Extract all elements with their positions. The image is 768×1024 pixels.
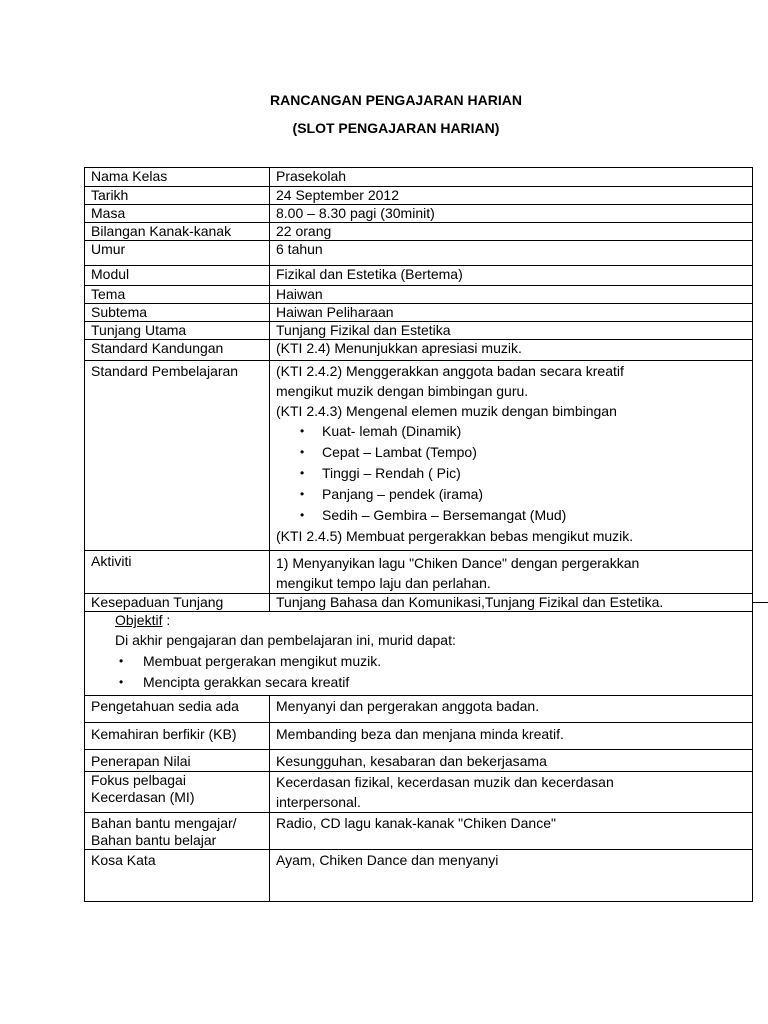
- bullet-icon: •: [300, 487, 305, 501]
- objektif-intro: Di akhir pengajaran dan pembelajaran ini, murid dapat:: [115, 632, 456, 648]
- std-pemb-line-4: (KTI 2.4.5) Membuat pergerakkan bebas mengikut muzik.: [276, 528, 634, 544]
- value-aktiviti: [270, 551, 753, 594]
- std-pemb-bullet-3: Tinggi – Rendah ( Pic): [322, 465, 461, 481]
- value-tema: Haiwan: [270, 286, 753, 304]
- label-tunjang-utama: Tunjang Utama: [85, 322, 270, 340]
- value-bahan: Radio, CD lagu kanak-kanak "Chiken Dance": [270, 813, 753, 850]
- row-modul: [85, 266, 753, 286]
- label-kemahiran: Kemahiran berfikir (KB): [85, 723, 270, 750]
- row-objektif: [85, 612, 753, 696]
- row-kemahiran: [85, 723, 753, 750]
- value-modul: Fizikal dan Estetika (Bertema): [270, 266, 753, 286]
- bahan-label-2: Bahan bantu belajar: [91, 832, 217, 848]
- value-subtema: Haiwan Peliharaan: [270, 304, 753, 322]
- bullet-icon: •: [300, 445, 305, 459]
- aktiviti-line-1: 1) Menyanyikan lagu "Chiken Dance" dengan pergerakkan: [276, 555, 640, 571]
- bullet-icon: •: [119, 654, 124, 668]
- row-subtema: [85, 304, 753, 322]
- list-item: [276, 463, 746, 484]
- label-tarikh: Tarikh: [85, 187, 270, 205]
- fokus-value-1: Kecerdasan fizikal, kecerdasan muzik dan kecerdasan: [276, 774, 614, 790]
- label-aktiviti: Aktiviti: [85, 551, 270, 594]
- value-bilangan: 22 orang: [270, 223, 753, 241]
- list-item: [276, 421, 746, 442]
- value-nilai: Kesungguhan, kesabaran dan bekerjasama: [270, 750, 753, 772]
- value-kosa-kata: Ayam, Chiken Dance dan menyanyi: [270, 850, 753, 902]
- value-standard-pembelajaran: [270, 361, 753, 551]
- aktiviti-line-2: mengikut tempo laju dan perlahan.: [276, 575, 491, 591]
- bullet-icon: •: [300, 424, 305, 438]
- label-bahan: [85, 813, 270, 850]
- bullet-icon: •: [300, 466, 305, 480]
- row-masa: [85, 205, 753, 223]
- row-umur: [85, 241, 753, 266]
- document-title: RANCANGAN PENGAJARAN HARIAN: [269, 92, 522, 108]
- bullet-icon: •: [119, 675, 124, 689]
- value-fokus: [270, 772, 753, 813]
- value-nama-kelas: Prasekolah: [270, 168, 753, 187]
- std-pemb-line-2: mengikut muzik dengan bimbingan guru.: [276, 383, 529, 399]
- label-kesepaduan: Kesepaduan Tunjang: [85, 594, 270, 612]
- document-subtitle: (SLOT PENGAJARAN HARIAN): [292, 120, 500, 136]
- value-pengetahuan: Menyanyi dan pergerakan anggota badan.: [270, 696, 753, 723]
- fokus-label-1: Fokus pelbagai: [91, 772, 186, 788]
- value-tunjang-utama: Tunjang Fizikal dan Estetika: [270, 322, 753, 340]
- fokus-label-2: Kecerdasan (MI): [91, 789, 195, 805]
- row-kesepaduan: [85, 594, 753, 612]
- label-modul: Modul: [85, 266, 270, 286]
- std-pemb-bullet-2: Cepat – Lambat (Tempo): [322, 444, 477, 460]
- row-pengetahuan: [85, 696, 753, 723]
- label-tema: Tema: [85, 286, 270, 304]
- label-bilangan: Bilangan Kanak-kanak: [85, 223, 270, 241]
- row-nilai: [85, 750, 753, 772]
- objektif-bullet-2: Mencipta gerakkan secara kreatif: [143, 674, 350, 690]
- label-nilai: Penerapan Nilai: [85, 750, 270, 772]
- row-standard-pembelajaran: [85, 361, 753, 551]
- label-kosa-kata: Kosa Kata: [85, 850, 270, 902]
- row-nama-kelas: [85, 168, 753, 187]
- label-fokus: [85, 772, 270, 813]
- bahan-label-1: Bahan bantu mengajar/: [91, 815, 237, 831]
- label-standard-pembelajaran: Standard Pembelajaran: [85, 361, 270, 551]
- objektif-heading: Objektif: [115, 612, 163, 628]
- objektif-cell: [85, 612, 753, 696]
- objektif-colon: :: [162, 612, 171, 628]
- row-standard-kandungan: [85, 340, 753, 361]
- fokus-value-2: interpersonal.: [276, 794, 361, 810]
- value-kemahiran: Membanding beza dan menjana minda kreatif.: [270, 723, 753, 750]
- row-tarikh: [85, 187, 753, 205]
- table-border-overhang: [752, 602, 768, 603]
- value-tarikh: 24 September 2012: [270, 187, 753, 205]
- value-umur: 6 tahun: [270, 241, 753, 266]
- label-subtema: Subtema: [85, 304, 270, 322]
- row-bahan: [85, 813, 753, 850]
- std-pemb-line-1: (KTI 2.4.2) Menggerakkan anggota badan secara kreatif: [276, 363, 624, 379]
- value-standard-kandungan: (KTI 2.4) Menunjukkan apresiasi muzik.: [270, 340, 753, 361]
- row-tunjang-utama: [85, 322, 753, 340]
- value-kesepaduan: Tunjang Bahasa dan Komunikasi,Tunjang Fizikal dan Estetika.: [270, 594, 753, 612]
- std-pemb-bullet-4: Panjang – pendek (irama): [322, 486, 484, 502]
- list-item: [276, 484, 746, 505]
- row-bilangan: [85, 223, 753, 241]
- row-kosa-kata: [85, 850, 753, 902]
- value-masa: 8.00 – 8.30 pagi (30minit): [270, 205, 753, 223]
- std-pemb-line-3: (KTI 2.4.3) Mengenal elemen muzik dengan bimbingan: [276, 403, 617, 419]
- label-standard-kandungan: Standard Kandungan: [85, 340, 270, 361]
- lesson-plan-table: [84, 167, 753, 902]
- label-pengetahuan: Pengetahuan sedia ada: [85, 696, 270, 723]
- row-aktiviti: [85, 551, 753, 594]
- row-tema: [85, 286, 753, 304]
- list-item: [276, 442, 746, 463]
- row-fokus: [85, 772, 753, 813]
- list-item: [276, 505, 746, 526]
- label-masa: Masa: [85, 205, 270, 223]
- std-pemb-bullet-1: Kuat- lemah (Dinamik): [322, 423, 462, 439]
- label-nama-kelas: Nama Kelas: [85, 168, 270, 187]
- label-umur: Umur: [85, 241, 270, 266]
- list-item: [91, 651, 746, 672]
- objektif-bullet-1: Membuat pergerakan mengikut muzik.: [143, 653, 382, 669]
- list-item: [91, 672, 746, 693]
- bullet-icon: •: [300, 508, 305, 522]
- std-pemb-bullet-5: Sedih – Gembira – Bersemangat (Mud): [322, 507, 567, 523]
